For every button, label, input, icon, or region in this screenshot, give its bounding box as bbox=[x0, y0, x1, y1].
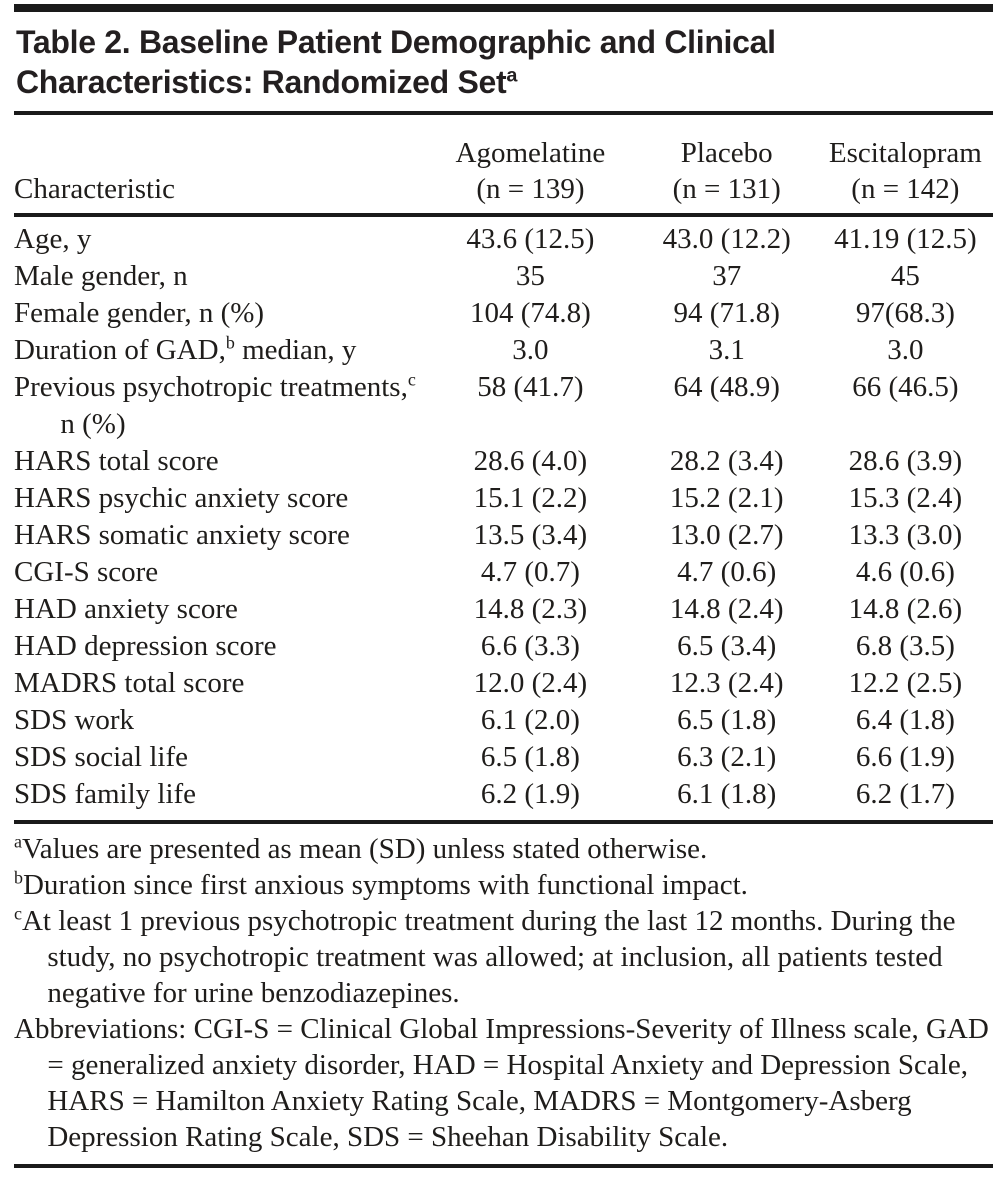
footnotes-section bbox=[14, 831, 993, 1155]
table-row bbox=[14, 591, 993, 628]
cell-value: 12.0 (2.4) bbox=[473, 667, 588, 700]
cell-value: 43.0 (12.2) bbox=[662, 223, 791, 256]
cell-value: 28.6 (3.9) bbox=[848, 445, 963, 478]
characteristic-header: Characteristic bbox=[14, 173, 176, 206]
cell-value: 4.7 (0.6) bbox=[677, 556, 777, 589]
cell-value: 4.7 (0.7) bbox=[480, 556, 580, 589]
cell-value: 64 (48.9) bbox=[673, 371, 780, 404]
cell-value: 13.3 (3.0) bbox=[848, 519, 963, 552]
top-rule bbox=[14, 4, 993, 12]
row-label: Male gender, n bbox=[14, 260, 188, 293]
cell-value: 13.5 (3.4) bbox=[473, 519, 588, 552]
n-label-agomelatine: (n = 139) bbox=[476, 173, 585, 206]
cell-value: 4.6 (0.6) bbox=[855, 556, 955, 589]
cell-value: 6.2 (1.7) bbox=[855, 778, 955, 811]
header-spacer bbox=[14, 115, 425, 171]
cell-value: 15.1 (2.2) bbox=[473, 482, 588, 515]
cell-value: 6.3 (2.1) bbox=[677, 741, 777, 774]
table-row bbox=[14, 443, 993, 480]
footnote-marker: c bbox=[14, 903, 22, 924]
table-row bbox=[14, 665, 993, 702]
cell-value: 12.2 (2.5) bbox=[848, 667, 963, 700]
cell-value: 6.5 (1.8) bbox=[677, 704, 777, 737]
demographics-table bbox=[14, 115, 993, 813]
cell-value: 45 bbox=[890, 260, 920, 293]
table-row bbox=[14, 369, 993, 443]
cell-value: 104 (74.8) bbox=[470, 297, 591, 330]
footnote-marker: b bbox=[14, 867, 23, 888]
bottom-rule bbox=[14, 1164, 993, 1168]
row-label: MADRS total score bbox=[14, 667, 245, 700]
footnote: Abbreviations: CGI-S = Clinical Global Impressions-Severity of Illness scale, GAD = generalized anxiety disorder, HAD = Hospital Anxiety and Depression Scale, HARS = Hamilton Anxiety Rating Scale, MADRS = Montgomery-Asberg Depression Rating Scale, SDS = Sheehan Disability Scale. bbox=[14, 1013, 989, 1154]
column-header-agomelatine: Agomelatine bbox=[455, 137, 606, 170]
row-label: HAD depression score bbox=[14, 630, 277, 663]
cell-value: 3.0 bbox=[512, 334, 549, 367]
table-header bbox=[14, 115, 993, 215]
table-body bbox=[14, 215, 993, 813]
cell-value: 3.1 bbox=[708, 334, 745, 367]
footnote: $^b$Duration since first anxious symptoms with functional impact. bbox=[14, 867, 748, 902]
cell-value: 13.0 (2.7) bbox=[669, 519, 784, 552]
cell-value: 58 (41.7) bbox=[477, 371, 584, 404]
table-title bbox=[16, 23, 991, 102]
cell-value: 12.3 (2.4) bbox=[669, 667, 784, 700]
cell-value: 28.2 (3.4) bbox=[669, 445, 784, 478]
row-label: SDS social life bbox=[14, 741, 188, 774]
table-row bbox=[14, 332, 993, 369]
cell-value: 41.19 (12.5) bbox=[834, 223, 977, 256]
n-label-escitalopram: (n = 142) bbox=[851, 173, 960, 206]
cell-value: 6.1 (1.8) bbox=[677, 778, 777, 811]
row-label: SDS work bbox=[14, 704, 135, 737]
cell-value: 14.8 (2.4) bbox=[669, 593, 784, 626]
column-header-placebo: Placebo bbox=[680, 137, 773, 170]
cell-value: 94 (71.8) bbox=[673, 297, 780, 330]
row-label: Age, y bbox=[14, 223, 92, 256]
cell-value: 28.6 (4.0) bbox=[473, 445, 588, 478]
row-label: Previous psychotropic treatments,$^c$ n (%) bbox=[14, 369, 416, 441]
table-row bbox=[14, 258, 993, 295]
table-title-superscript: a bbox=[506, 64, 518, 87]
cell-value: 6.8 (3.5) bbox=[855, 630, 955, 663]
column-header-escitalopram: Escitalopram bbox=[828, 137, 982, 170]
row-label: Female gender, n (%) bbox=[14, 297, 265, 330]
footnote-marker: a bbox=[14, 831, 22, 852]
cell-value: 14.8 (2.6) bbox=[848, 593, 963, 626]
table-row bbox=[14, 480, 993, 517]
cell-value: 6.5 (1.8) bbox=[480, 741, 580, 774]
cell-value: 6.6 (3.3) bbox=[480, 630, 580, 663]
table-row bbox=[14, 295, 993, 332]
row-label: HARS psychic anxiety score bbox=[14, 482, 349, 515]
table-row bbox=[14, 739, 993, 776]
table-row bbox=[14, 702, 993, 739]
row-label: HARS total score bbox=[14, 445, 219, 478]
footnote: $^c$At least 1 previous psychotropic treatment during the last 12 months. During the study, no psychotropic treatment was allowed; at inclusion, all patients tested negative for urine benzodiazepines. bbox=[14, 903, 956, 1010]
table-row bbox=[14, 628, 993, 665]
row-label: SDS family life bbox=[14, 778, 197, 811]
footnote-rule bbox=[14, 820, 993, 824]
row-label: HARS somatic anxiety score bbox=[14, 519, 350, 552]
row-label-superscript: c bbox=[407, 369, 416, 390]
cell-value: 15.2 (2.1) bbox=[669, 482, 784, 515]
cell-value: 6.1 (2.0) bbox=[480, 704, 580, 737]
cell-value: 97(68.3) bbox=[855, 297, 955, 330]
table-row bbox=[14, 215, 993, 258]
cell-value: 43.6 (12.5) bbox=[466, 223, 595, 256]
cell-value: 35 bbox=[515, 260, 545, 293]
cell-value: 15.3 (2.4) bbox=[848, 482, 963, 515]
cell-value: 6.6 (1.9) bbox=[855, 741, 955, 774]
row-label: HAD anxiety score bbox=[14, 593, 238, 626]
table-title-text: Table 2. Baseline Patient Demographic and Clinical Characteristics: Randomized Set bbox=[16, 24, 776, 100]
table-row bbox=[14, 517, 993, 554]
table-row bbox=[14, 554, 993, 591]
row-label-superscript: b bbox=[225, 332, 235, 353]
cell-value: 66 (46.5) bbox=[852, 371, 959, 404]
cell-value: 37 bbox=[712, 260, 742, 293]
n-label-placebo: (n = 131) bbox=[672, 173, 781, 206]
table-row bbox=[14, 776, 993, 813]
footnote: $^a$Values are presented as mean (SD) unless stated otherwise. bbox=[14, 831, 708, 866]
cell-value: 3.0 bbox=[887, 334, 924, 367]
cell-value: 6.4 (1.8) bbox=[855, 704, 955, 737]
cell-value: 14.8 (2.3) bbox=[473, 593, 588, 626]
cell-value: 6.2 (1.9) bbox=[480, 778, 580, 811]
row-label: CGI-S score bbox=[14, 556, 159, 589]
cell-value: 6.5 (3.4) bbox=[677, 630, 777, 663]
row-label: Duration of GAD,$^b$ median, y bbox=[14, 332, 357, 367]
